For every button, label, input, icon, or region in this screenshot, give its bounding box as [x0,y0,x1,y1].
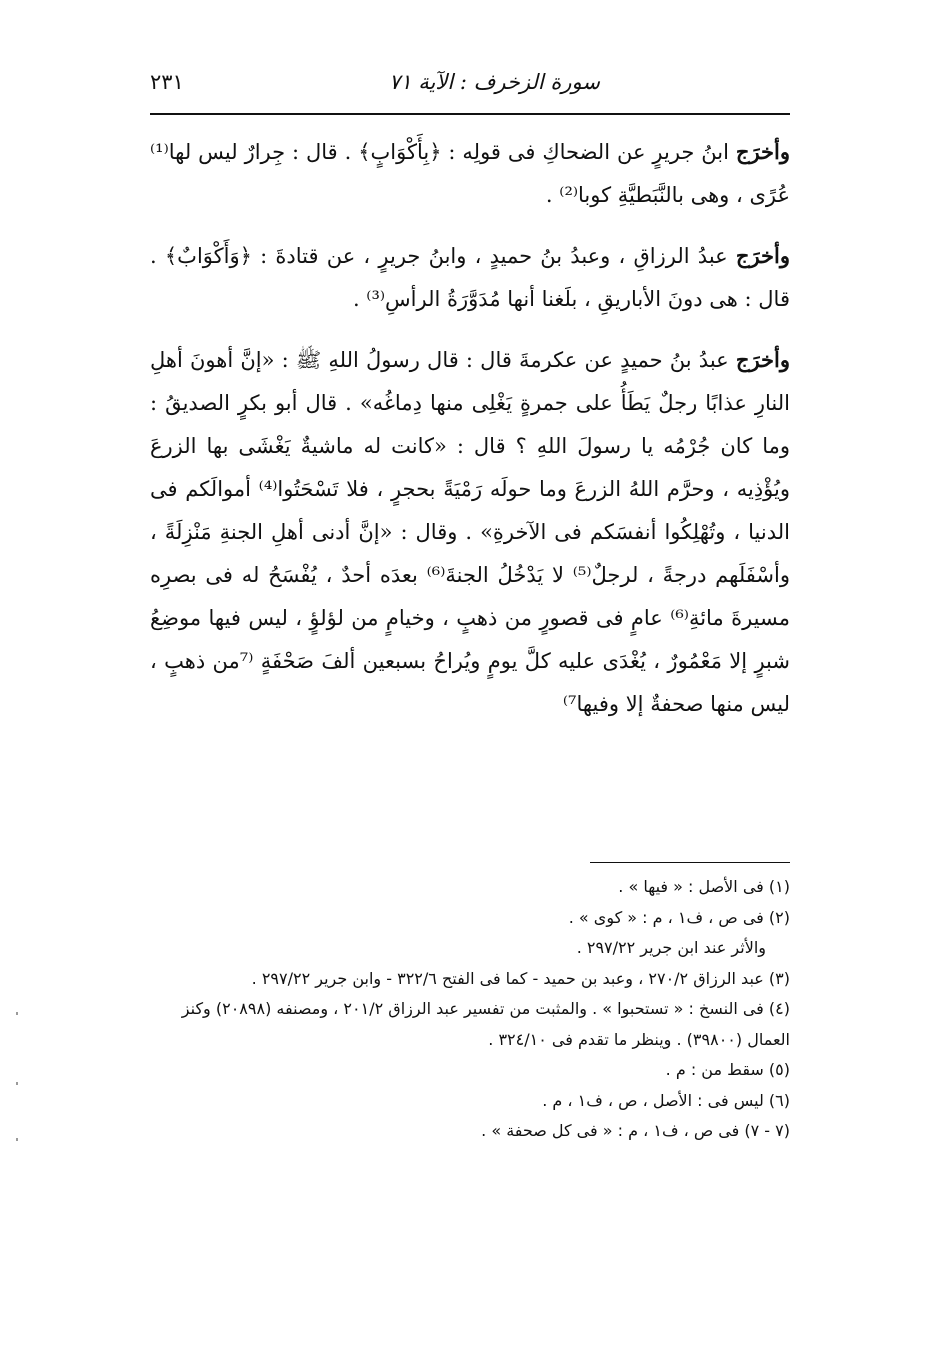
footnote: (٢) فى ص ، ف١ ، م : « كوى » . [568,907,790,927]
paragraph-text: ابنُ جريرٍ عن الضحاكِ فى قولِه : ﴿بِأَكْوَابٍ﴾ . قال : جِرارٌ ليس لها⁽¹⁾ عُرًى ، وهى بالنَّبَطيَّةِ كوبا⁽²⁾ . [150,140,790,207]
paragraph-text: عبدُ بنُ حميدٍ عن عكرمةَ قال : قال رسولُ اللهِ ﷺ : «إنَّ أهونَ أهلِ النارِ عذابًا رجلٌ يَطَأُ على جمرةٍ يَغْلِى منها دِماغُه» . قال أبو بكرٍ الصديقُ : وما كان جُرْمُه يا رسولَ اللهِ ؟ قال : «كانت له ماشيةٌ يَغْشَى بها الزرعَ ويُؤْذِيه ، وحرَّم اللهُ الزرعَ وما حولَه رَمْيَةً بحجرٍ ، فلا تَسْحَتُوا⁽⁴⁾ أموالَكم فى الدنيا ، وتُهْلِكُوا أنفسَكم فى الآخرةِ» . وقال : «إنَّ أدنى أهلِ الجنةِ مَنْزِلَةً ، وأسْفَلَهم درجةً ، لرجلٌ⁽⁵⁾ لا يَدْخُلُ الجنةَ⁽⁶⁾ بعدَه أحدٌ ، يُفْسَحُ له فى بصرِه مسيرةَ مائةِ⁽⁶⁾ عامٍ فى قصورٍ من ذهبٍ ، وخيامٍ من لؤلؤٍ ، ليس فيها موضِعُ شبرٍ إلا مَعْمُورٌ ، يُغْدَى عليه كلَّ يومٍ ويُراحُ بسبعين ألفَ صَحْفَةٍ ⁽⁷من ذهبٍ ، ليس منها صحفةٌ إلا وفيها⁷⁾ [150,348,790,716]
scan-speck [16,1012,18,1015]
paragraph-text: عبدُ الرزاقِ ، وعبدُ بنُ حميدٍ ، وابنُ جريرٍ ، عن قتادةَ : ﴿وَأَكْوَابٌ﴾ . قال : هى دونَ الأباريقِ ، بلَغنا أنها مُدَوَّرَةُ الرأسِ⁽³⁾ . [150,244,790,311]
paragraph-lead-word: وأخرَج [735,347,790,372]
footnote: (٤) فى النسخ : « تستحبوا » . والمثبت من تفسير عبد الرزاق ٢٠١/٢ ، ومصنفه (٢٠٨٩٨) وكنز العمال (٣٩٨٠٠) . وينظر ما تقدم فى ٣٢٤/١٠ . [181,999,790,1049]
main-text [150,130,790,743]
footnote: (٦) ليس فى : الأصل ، ص ، ف١ ، م . [542,1090,790,1110]
footnote-continuation: والأثر عند ابن جرير ٢٩٧/٢٢ . [576,938,766,957]
footnote-divider [590,862,790,863]
footnotes [150,872,790,1147]
page-header [150,62,790,102]
scan-speck [16,1138,18,1141]
footnote: (٥) سقط من : م . [665,1060,790,1079]
footnote: (٧ - ٧) فى ص ، ف١ ، م : « فى كل صحفة » . [481,1121,790,1140]
footnote: (١) فى الأصل : « فيها » . [618,877,790,896]
paragraph-lead-word: وأخرَج [735,139,790,164]
paragraph-lead-word: وأخرَج [735,243,790,268]
paragraph [150,338,790,726]
scan-speck [16,1082,18,1085]
footnote: (٣) عبد الرزاق ٢٧٠/٢ ، وعبد بن حميد - كما فى الفتح ٣٢٢/٦ - وابن جرير ٢٩٧/٢٢ . [251,968,790,988]
page-number: ٢٣١ [150,70,184,94]
header-divider [150,113,790,115]
paragraph [150,234,790,321]
running-title: سورة الزخرف : الآية ٧١ [389,70,600,94]
paragraph [150,130,790,217]
